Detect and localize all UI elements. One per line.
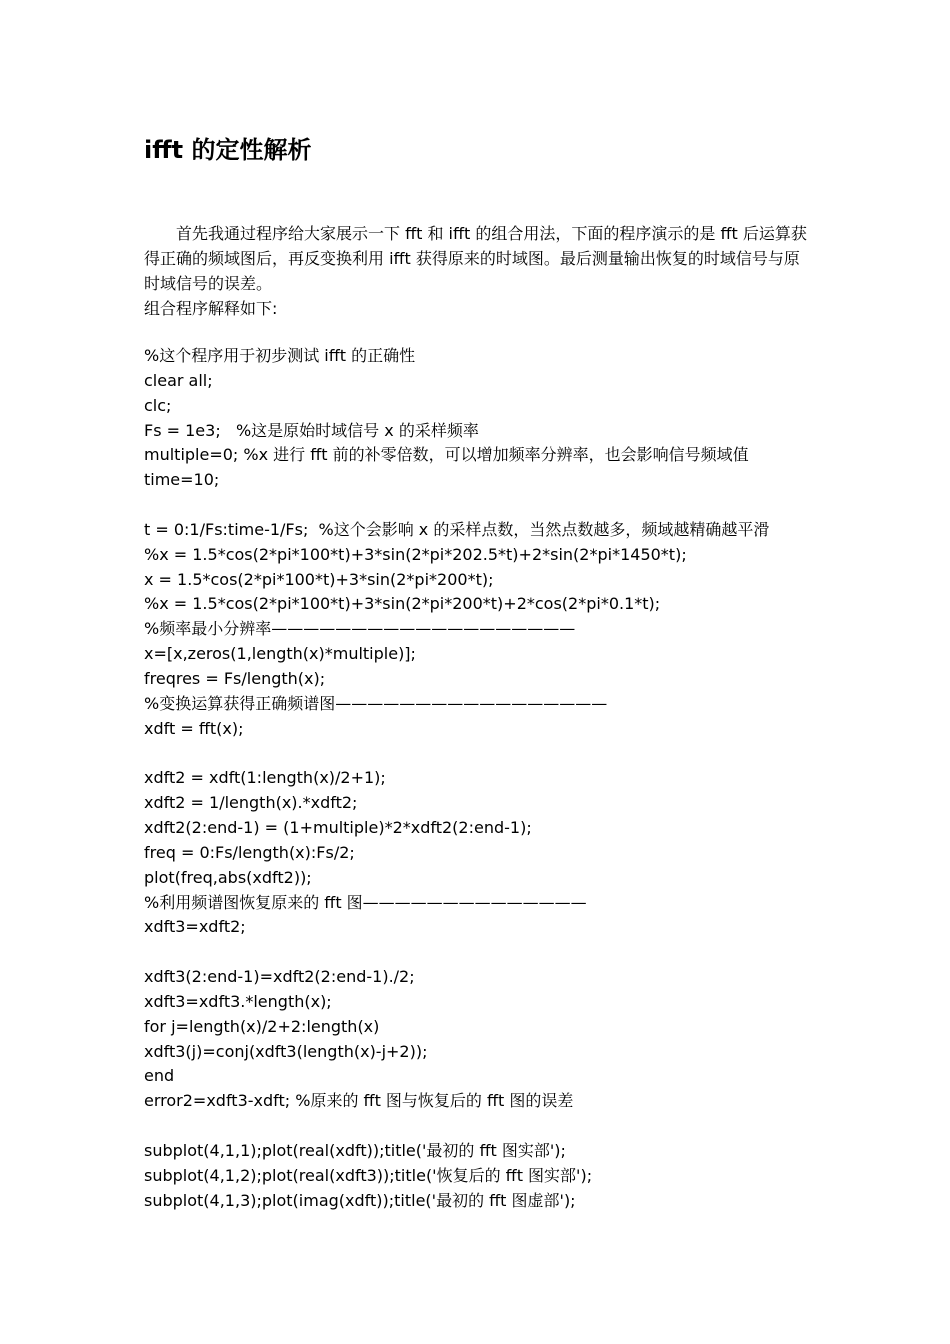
code-line: clear all; bbox=[144, 370, 213, 390]
code-line: xdft3(2:end-1)=xdft2(2:end-1)./2; bbox=[144, 967, 415, 987]
code-line: end bbox=[144, 1066, 175, 1086]
code-line: subplot(4,1,1);plot(real(xdft));title('最初的 fft 图实部'); bbox=[144, 1141, 566, 1160]
code-line: %频率最小分辨率——————————————————— bbox=[144, 619, 576, 639]
blank-line bbox=[144, 493, 844, 518]
code-line: %变换运算获得正确频谱图————————————————— bbox=[144, 693, 608, 713]
code-block bbox=[144, 344, 844, 1214]
blank-line bbox=[144, 742, 844, 767]
code-line: error2=xdft3-xdft; %原来的 fft 图与恢复后的 fft 图的误差 bbox=[144, 1091, 574, 1111]
code-line: %这个程序用于初步测试 ifft 的正确性 bbox=[144, 346, 416, 365]
code-line: freq = 0:Fs/length(x):Fs/2; bbox=[144, 842, 355, 862]
code-line: freqres = Fs/length(x); bbox=[144, 668, 326, 688]
code-line: t = 0:1/Fs:time-1/Fs; %这个会影响 x 的采样点数，当然点数越多，频域越精确越平滑 bbox=[144, 519, 770, 539]
intro-paragraph: 首先我通过程序给大家展示一下 fft 和 ifft 的组合用法，下面的程序演示的是 fft 后运算获得正确的频域图后，再反变换利用 ifft 获得原来的时域图。最后测量输出恢复的时域信号与原时域信号的误差。 bbox=[144, 224, 807, 293]
page-title: ifft 的定性解析 bbox=[144, 136, 312, 164]
code-line: xdft2 = xdft(1:length(x)/2+1); bbox=[144, 768, 386, 788]
code-line: %x = 1.5*cos(2*pi*100*t)+3*sin(2*pi*200*t)+2*cos(2*pi*0.1*t); bbox=[144, 594, 661, 614]
code-line: subplot(4,1,2);plot(real(xdft3));title('恢复后的 fft 图实部'); bbox=[144, 1165, 593, 1185]
code-line: xdft = fft(x); bbox=[144, 718, 244, 738]
blank-line bbox=[144, 940, 844, 965]
intro-section bbox=[144, 221, 814, 321]
code-line: time=10; bbox=[144, 470, 220, 490]
code-line: %x = 1.5*cos(2*pi*100*t)+3*sin(2*pi*202.5*t)+2*sin(2*pi*1450*t); bbox=[144, 544, 687, 564]
code-line: xdft2(2:end-1) = (1+multiple)*2*xdft2(2:end-1); bbox=[144, 818, 532, 838]
code-line: xdft3=xdft3.*length(x); bbox=[144, 991, 332, 1011]
code-line: xdft2 = 1/length(x).*xdft2; bbox=[144, 793, 358, 813]
code-line: xdft3=xdft2; bbox=[144, 917, 246, 937]
code-line: x = 1.5*cos(2*pi*100*t)+3*sin(2*pi*200*t); bbox=[144, 569, 494, 589]
intro-label: 组合程序解释如下: bbox=[144, 299, 278, 318]
code-line: x=[x,zeros(1,length(x)*multiple)]; bbox=[144, 644, 416, 664]
code-line: subplot(4,1,3);plot(imag(xdft));title('最初的 fft 图虚部'); bbox=[144, 1190, 576, 1210]
blank-line bbox=[144, 1114, 844, 1139]
code-line: plot(freq,abs(xdft2)); bbox=[144, 867, 312, 887]
code-line: xdft3(j)=conj(xdft3(length(x)-j+2)); bbox=[144, 1041, 428, 1061]
code-line: multiple=0; %x 进行 fft 前的补零倍数，可以增加频率分辨率，也会影响信号频域值 bbox=[144, 445, 749, 465]
code-line: clc; bbox=[144, 395, 172, 415]
code-line: %利用频谱图恢复原来的 fft 图—————————————— bbox=[144, 892, 587, 912]
code-line: Fs = 1e3; %这是原始时域信号 x 的采样频率 bbox=[144, 420, 479, 440]
code-line: for j=length(x)/2+2:length(x) bbox=[144, 1016, 380, 1036]
